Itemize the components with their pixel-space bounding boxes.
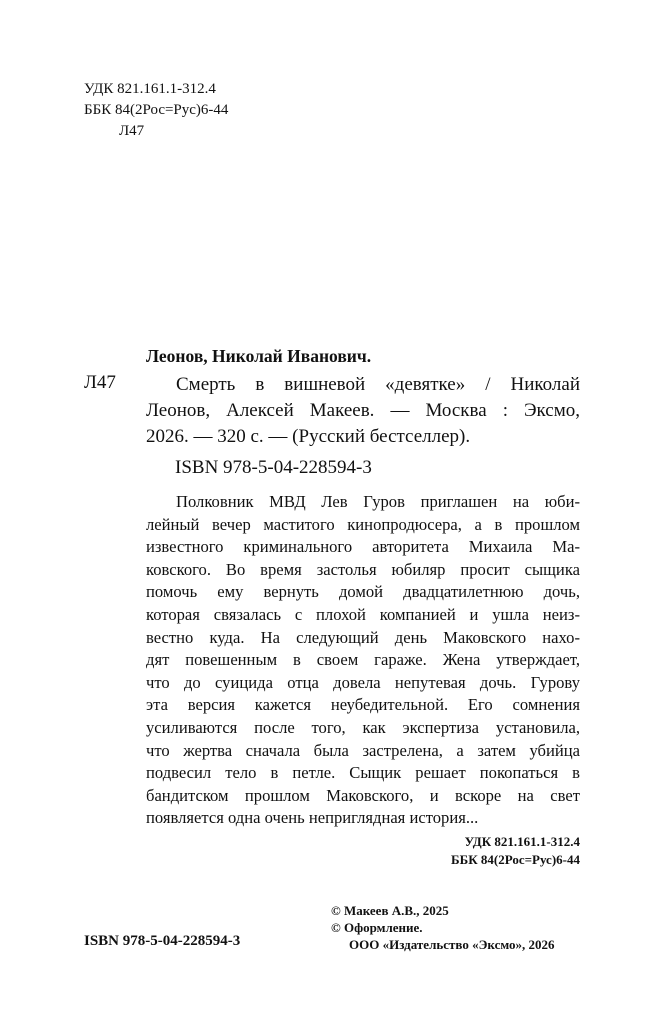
annotation-line: что жертва сначала была застрелена, а затем убийца	[146, 740, 580, 760]
annotation-line: дят повешенным в своем гараже. Жена утверждает,	[146, 650, 580, 670]
annotation-line: подвесил тело в петле. Сыщик решает покопаться в	[146, 763, 580, 783]
annotation-line: усиливаются после того, как экспертиза установила,	[146, 717, 580, 737]
catalog-isbn: ISBN 978-5-04-228594-3	[175, 457, 372, 478]
annotation-line: появляется одна очень неприглядная история...	[146, 808, 479, 828]
copyright-line-3: ООО «Издательство «Эксмо», 2026	[349, 937, 555, 952]
udk-bottom: УДК 821.161.1-312.4	[464, 834, 580, 849]
catalog-description-line: Смерть в вишневой «девятке» / Николай	[176, 374, 580, 395]
annotation-line: вестно куда. На следующий день Маковского нахо-	[146, 627, 580, 647]
catalog-description	[146, 372, 580, 450]
annotation-line: бандитском прошлом Маковского, и вскоре на свет	[146, 785, 580, 805]
author-code-top: Л47	[119, 123, 145, 139]
catalog-code: Л47	[84, 372, 116, 393]
catalog-description-line: Леонов, Алексей Макеев. — Москва : Эксмо,	[146, 400, 580, 421]
udk-top: УДК 821.161.1-312.4	[84, 81, 216, 97]
copyright-line-1: © Макеев А.В., 2025	[331, 903, 449, 918]
annotation-line: помочь ему вернуть домой двадцатилетнюю дочь,	[146, 582, 580, 602]
annotation-line: что до суицида отца довела непутевая дочь. Гурову	[146, 672, 580, 692]
annotation-line: которая связалась с плохой компанией и ушла неиз-	[146, 604, 580, 624]
annotation-line: ковского. Во время застолья юбиляр просит сыщика	[146, 559, 580, 579]
annotation-line: эта версия кажется неубедительной. Его сомнения	[146, 695, 580, 715]
annotation-line: лейный вечер маститого кинопродюсера, а в прошлом	[146, 514, 580, 534]
annotation-line: известного криминального авторитета Михаила Ма-	[146, 537, 580, 557]
annotation	[146, 491, 580, 830]
copyright-line-2: © Оформление.	[331, 920, 423, 935]
bbk-top: ББК 84(2Рос=Рус)6-44	[84, 102, 229, 118]
bbk-bottom: ББК 84(2Рос=Рус)6-44	[451, 852, 580, 867]
isbn-bottom: ISBN 978-5-04-228594-3	[84, 933, 241, 949]
annotation-line: Полковник МВД Лев Гуров приглашен на юби-	[176, 492, 580, 511]
catalog-author: Леонов, Николай Иванович.	[146, 346, 372, 366]
catalog-description-line: 2026. — 320 с. — (Русский бестселлер).	[146, 426, 471, 447]
